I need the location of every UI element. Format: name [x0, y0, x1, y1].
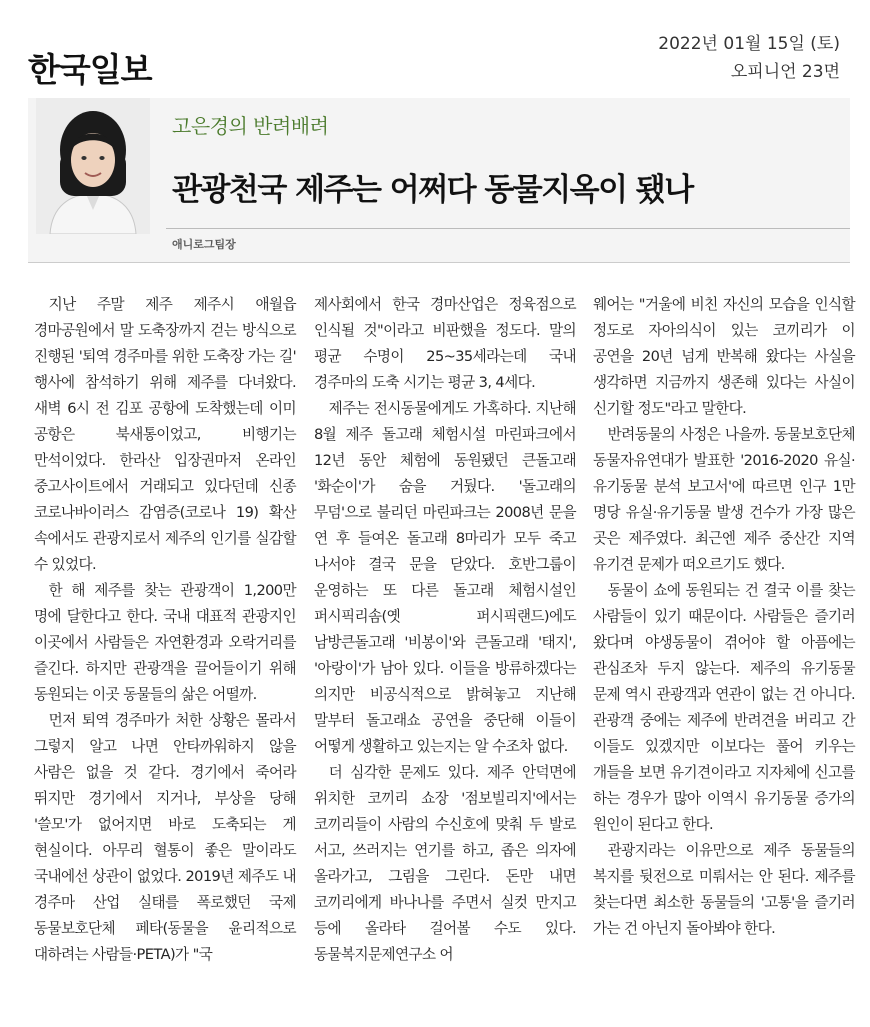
paragraph: 지난 주말 제주 제주시 애월읍 경마공원에서 말 도축장까지 걷는 방식으로 진행된 '퇴역 경주마를 위한 도축장 가는 길' 행사에 참석하기 위해 제주를 다녀왔다. 새벽 6시 전 김포 공항에 도착했는데 이미 공항은 북새통이었고, 비행기는 만석이었다. 한라산 입장권마저 온라인 중고사이트에서 거래되고 있다던데 신종 코로나바이러스 감염증(코로나 19) 확산 속에서도 관광지로서 제주의 인기를 실감할 수 있었다.	[34, 296, 296, 573]
paragraph: 더 심각한 문제도 있다. 제주 안덕면에 위치한 코끼리 쇼장 '점보빌리지'에서는 코끼리들이 사람의 수신호에 맞춰 두 발로 서고, 쓰러지는 연기를 하고, 좁은 의자에 올라가고, 그림을 그린다. 돈만 내면 코끼리에게 바나나를 주면서 실컷 만지고 등에 올라타 걸어볼 수도 있다. 동물복지문제연구소 어	[314, 764, 576, 963]
issue-info	[658, 30, 840, 86]
column-name: 고은경의 반려배려	[172, 114, 329, 138]
paragraph: 한 해 제주를 찾는 관광객이 1,200만 명에 달한다고 한다. 국내 대표적 관광지인 이곳에서 사람들은 자연환경과 오락거리를 즐긴다. 하지만 관광객을 끌어들이기 위해 동원되는 이곳 동물들의 삶은 어떨까.	[34, 582, 296, 703]
article-column-3	[593, 292, 855, 942]
paragraph: 제주는 전시동물에게도 가혹하다. 지난해 8월 제주 돌고래 체험시설 마린파크에서 12년 동안 체험에 동원됐던 큰돌고래 '화순이'가 숨을 거뒀다. '돌고래의 무덤'으로 불리던 마린파크는 2008년 문을 연 후 들여온 돌고래 8마리가 모두 죽고 나서야 결국 문을 닫았다. 호반그룹이 운영하는 또 다른 돌고래 체험시설인 퍼시픽리솜(옛 퍼시픽랜드)에도 남방큰돌고래 '비봉이'와 큰돌고래 '태지', '아랑이'가 남아 있다. 이들을 방류하겠다는 의지만 비공식적으로 밝혀놓고 지난해 말부터 돌고래쇼 공연을 중단해 이들이 어떻게 생활하고 있는지는 알 수조차 없다.	[314, 400, 576, 755]
paragraph: 동물이 쇼에 동원되는 건 결국 이를 찾는 사람들이 있기 때문이다. 사람들은 즐기러 왔다며 야생동물이 겪어야 할 아픔에는 관심조차 두지 않는다. 제주의 유기동물 문제 역시 관광객과 연관이 없는 건 아니다. 관광객 중에는 제주에 반려견을 버리고 간 이들도 있겠지만 이보다는 풀어 키우는 개들을 보면 유기견이라고 지자체에 신고를 하는 경우가 많아 이역시 유기동물 증가의 원인이 된다고 한다.	[593, 582, 855, 833]
byline: 애니로그팀장	[172, 238, 236, 251]
issue-date: 2022년 01월 15일 (토)	[658, 34, 840, 54]
issue-section: 오피니언 23면	[730, 62, 840, 82]
paragraph-continued: 제사회에서 한국 경마산업은 정육점으로 인식될 것"이라고 비판했을 정도다. 말의 평균 수명이 25~35세라는데 국내 경주마의 도축 시기는 평균 3, 4세다.	[314, 296, 576, 391]
paragraph-continued: 웨어는 "거울에 비친 자신의 모습을 인식할 정도로 자아의식이 있는 코끼리가 이 공연을 20년 넘게 반복해 왔다는 사실을 생각하면 지금까지 생존해 있다는 사실이 신기할 정도"라고 말한다.	[593, 296, 855, 417]
article-column-1	[34, 292, 296, 968]
paragraph: 먼저 퇴역 경주마가 처한 상황은 몰라서 그렇지 알고 나면 안타까워하지 않을 사람은 없을 것 같다. 경기에서 죽어라 뛰지만 경기에서 지거나, 부상을 당해 '쓸모'가 없어지면 바로 도축되는 게 현실이다. 아무리 혈통이 좋은 말이라도 국내에선 상관이 없었다. 2019년 제주도 내 경주마 산업 실태를 폭로했던 국제 동물보호단체 페타(동물을 윤리적으로 대하려는 사람들·PETA)가 "국	[34, 712, 296, 963]
paragraph: 반려동물의 사정은 나을까. 동물보호단체 동물자유연대가 발표한 '2016-2020 유실·유기동물 분석 보고서'에 따르면 인구 1만 명당 유실·유기동물 발생 건수가 가장 많은 곳은 제주였다. 최근엔 제주 중산간 지역 유기견 문제가 떠오르기도 했다.	[593, 426, 855, 573]
header-divider	[166, 228, 850, 229]
author-photo	[36, 98, 150, 234]
headline: 관광천국 제주는 어쩌다 동물지옥이 됐나	[172, 172, 693, 208]
paragraph: 관광지라는 이유만으로 제주 동물들의 복지를 뒷전으로 미뤄서는 안 된다. 제주를 찾는다면 최소한 동물들의 '고통'을 즐기러 가는 건 아닌지 돌아봐야 한다.	[593, 842, 855, 937]
article-column-2	[314, 292, 576, 968]
newspaper-masthead: 한국일보	[28, 50, 152, 89]
